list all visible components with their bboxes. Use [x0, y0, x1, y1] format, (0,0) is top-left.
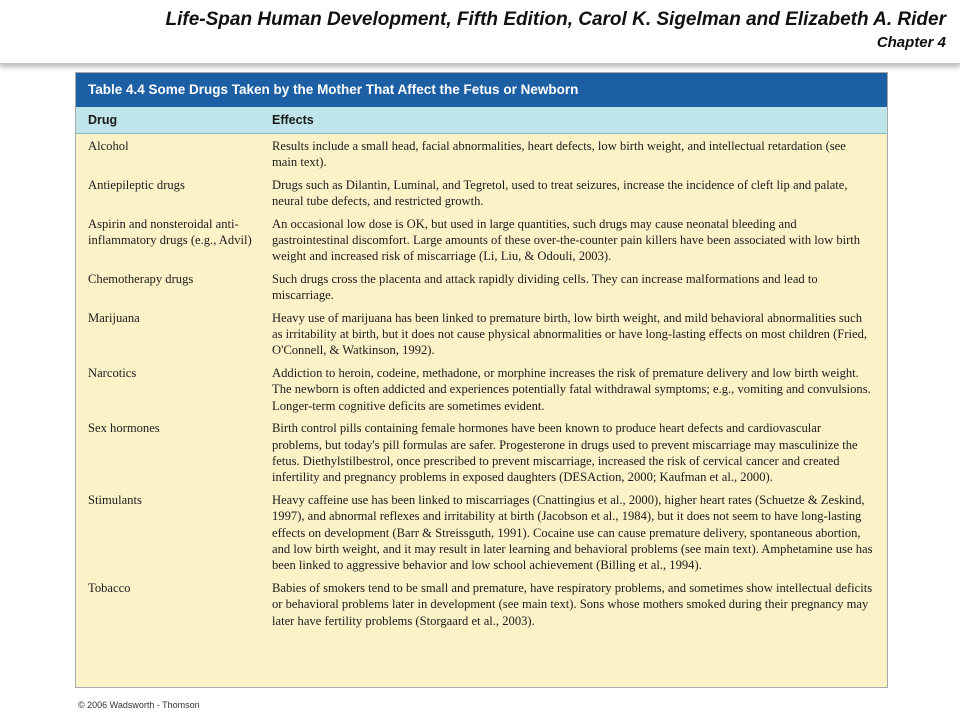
effects-cell: Such drugs cross the placenta and attack rapidly dividing cells. They can increase malformations and lead to miscarriage.	[272, 271, 818, 303]
table-header-row	[76, 107, 887, 134]
effects-cell: An occasional low dose is OK, but used in large quantities, such drugs may cause neonatal bleeding and gastrointestinal discomfort. Large amounts of these over-the-counter pain killers have been associated with low birth weight and increased risk of miscarriage (Li, Liu, & Odouli, 2003).	[272, 216, 861, 264]
effects-cell: Heavy use of marijuana has been linked to premature birth, low birth weight, and mild behavioral abnormalities such as irritability at birth, but it does not cause physical abnormalities or have long-lasting effects on most children (Fried, O'Connell, & Watkinson, 1992).	[272, 310, 868, 358]
drug-cell: Narcotics	[88, 365, 137, 380]
effects-cell: Babies of smokers tend to be small and premature, have respiratory problems, and sometimes show intellectual deficits or behavioral problems later in development (see main text). Sons whose mothers smoked during their pregnancy may later have fertility problems (Storgaard et al., 2003).	[272, 580, 873, 628]
table-row	[76, 138, 887, 171]
drug-effects-table	[75, 72, 888, 688]
chapter-label: Chapter 4	[876, 34, 946, 51]
book-title: Life-Span Human Development, Fifth Edition, Carol K. Sigelman and Elizabeth A. Rider	[165, 9, 946, 30]
effects-cell: Drugs such as Dilantin, Luminal, and Tegretol, used to treat seizures, increase the incidence of cleft lip and palate, neural tube defects, and restricted growth.	[272, 177, 848, 209]
drug-cell: Stimulants	[88, 492, 142, 507]
table-row	[76, 365, 887, 414]
copyright-notice: © 2006 Wadsworth - Thomson	[78, 700, 200, 710]
effects-cell: Results include a small head, facial abnormalities, heart defects, low birth weight, and intellectual retardation (see main text).	[272, 139, 846, 170]
drug-cell: Chemotherapy drugs	[88, 271, 194, 286]
column-header-effects: Effects	[272, 113, 314, 127]
table-row	[76, 177, 887, 210]
table-row	[76, 310, 887, 359]
drug-cell: Sex hormones	[88, 421, 160, 436]
table-row	[76, 271, 887, 304]
drug-cell: Tobacco	[88, 580, 131, 595]
drug-cell: Alcohol	[88, 139, 129, 153]
effects-cell: Heavy caffeine use has been linked to miscarriages (Cnattingius et al., 2000), higher heart rates (Schuetze & Zeskind, 1997), and abnormal reflexes and irritability at birth (Jacobson et al., 1984), but it does not seem to have long-lasting effects on development (Barr & Streissguth, 1991). Cocaine use can cause premature delivery, spontaneous abortion, and low birth weight, and it may result in later learning and behavioral problems (see main text). Amphetamine use has been linked to aggressive behavior and low school achievement (Billing et al., 1994).	[272, 492, 873, 573]
effects-cell: Birth control pills containing female hormones have been known to produce heart defects and cardiovascular problems, but today's pill formulas are safer. Progesterone in drugs used to prevent miscarriage may masculinize the fetus. Diethylstilbestrol, once prescribed to prevent miscarriage, increased the risk of cervical cancer and created infertility and pregnancy problems in exposed daughters (DESAction, 2000; Kaufman et al., 2000).	[272, 421, 858, 485]
column-header-drug: Drug	[88, 113, 118, 127]
slide-header	[0, 0, 960, 64]
drug-cell: Aspirin and nonsteroidal anti-inflammatory drugs (e.g., Advil)	[88, 216, 252, 248]
table-row	[76, 216, 887, 265]
table-row	[76, 580, 887, 629]
table-body	[76, 134, 887, 629]
drug-cell: Marijuana	[88, 310, 140, 325]
drug-cell: Antiepileptic drugs	[88, 177, 185, 192]
table-row	[76, 492, 887, 574]
table-row	[76, 420, 887, 486]
effects-cell: Addiction to heroin, codeine, methadone, or morphine increases the risk of premature delivery and low birth weight. The newborn is often addicted and experiences potentially fatal withdrawal symptoms; e.g., vomiting and convulsions. Longer-term cognitive deficits are sometimes evident.	[272, 365, 871, 413]
table-title: Table 4.4 Some Drugs Taken by the Mother That Affect the Fetus or Newborn	[76, 73, 887, 107]
